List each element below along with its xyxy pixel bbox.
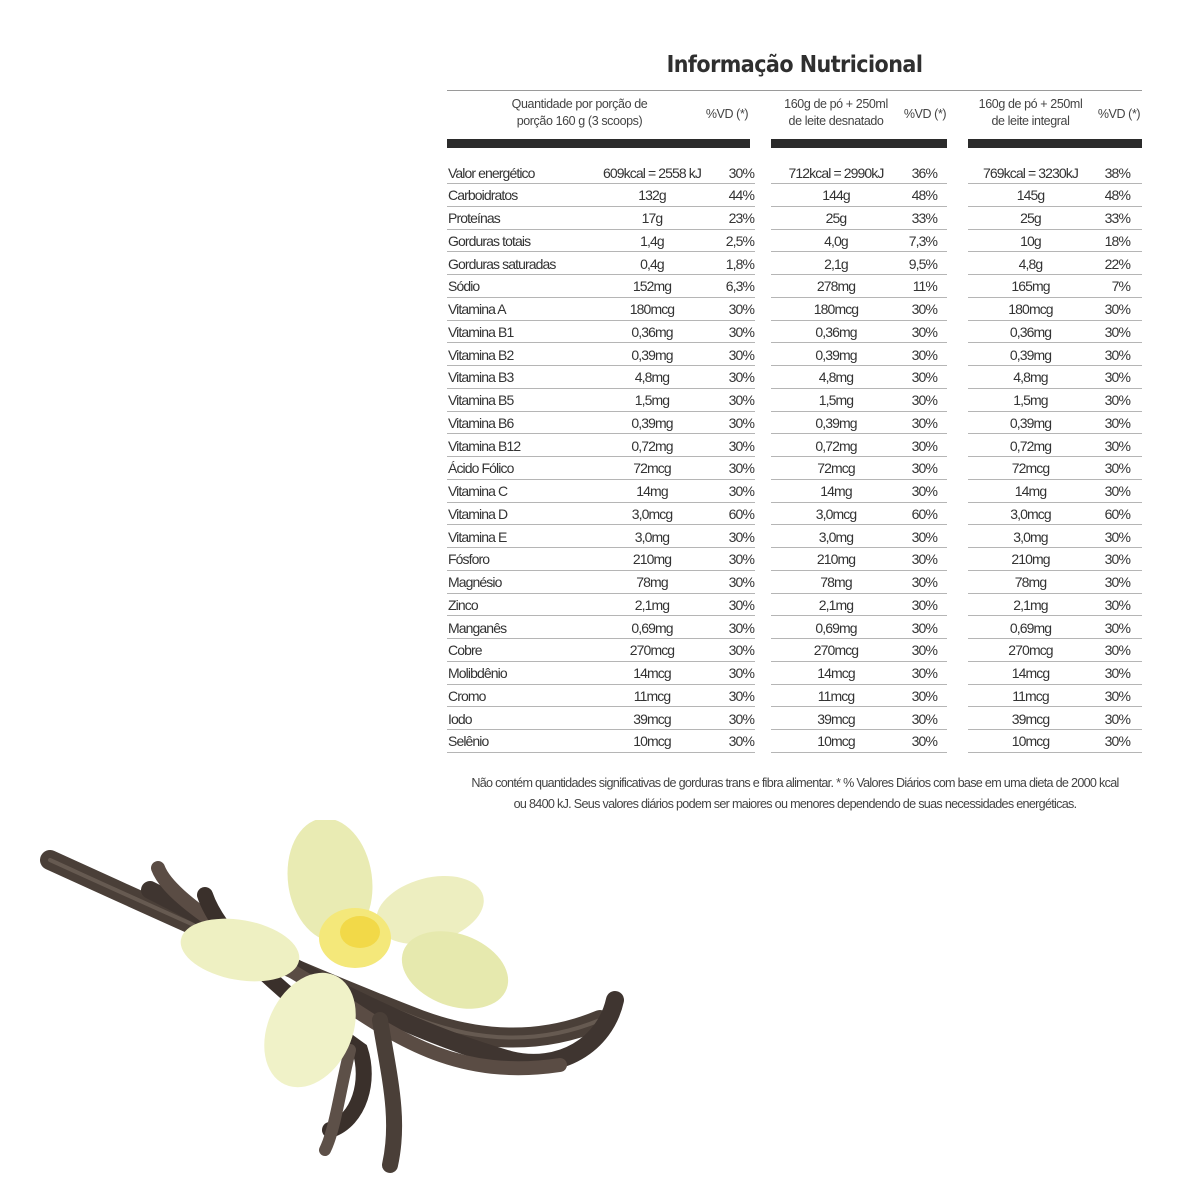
table-row xyxy=(968,571,1142,594)
nutrient-name: Vitamina E xyxy=(448,528,507,545)
nutrient-name: Proteínas xyxy=(448,210,500,226)
vd-whole-milk: 30% xyxy=(1104,665,1130,681)
table-row xyxy=(771,685,947,708)
value-skim-milk: 180mcg xyxy=(813,301,859,317)
value-whole-milk: 0,36mg xyxy=(1009,323,1052,340)
value-skim-milk: 39mcg xyxy=(817,710,855,727)
vd-per-portion: 30% xyxy=(728,164,754,181)
value-per-portion: 0,36mg xyxy=(631,323,673,340)
vd-per-portion: 2,5% xyxy=(725,232,754,249)
value-skim-milk: 25g xyxy=(825,210,847,226)
table-row xyxy=(968,321,1142,344)
vd-per-portion: 30% xyxy=(728,528,754,545)
value-whole-milk: 0,39mg xyxy=(1009,346,1052,363)
vd-skim-milk: 7,3% xyxy=(908,232,937,249)
vd-skim-milk: 30% xyxy=(911,301,937,317)
table-row xyxy=(447,366,755,389)
value-skim-milk: 0,72mg xyxy=(815,437,857,454)
table-row xyxy=(447,275,755,298)
value-skim-milk: 278mg xyxy=(816,278,856,295)
value-skim-milk: 4,8mg xyxy=(818,369,854,386)
nutrient-name: Valor energético xyxy=(448,164,535,181)
value-per-portion: 0,39mg xyxy=(631,346,673,363)
vd-header: %VD (*) xyxy=(903,107,947,121)
value-skim-milk: 270mcg xyxy=(813,642,859,659)
value-per-portion: 17g xyxy=(641,210,663,226)
header-bar-3 xyxy=(968,139,1142,148)
table-row xyxy=(771,526,947,549)
table-row xyxy=(771,298,947,321)
vd-skim-milk: 9,5% xyxy=(908,255,937,272)
table-row xyxy=(968,526,1142,549)
table-row xyxy=(447,162,755,185)
vd-whole-milk: 30% xyxy=(1104,528,1130,545)
value-skim-milk: 4,0g xyxy=(824,232,848,249)
vd-whole-milk: 30% xyxy=(1104,323,1130,340)
table-row xyxy=(447,321,755,344)
page-title: Informação Nutricional xyxy=(666,52,923,78)
table-row xyxy=(447,617,755,640)
value-whole-milk: 10g xyxy=(1020,232,1041,249)
vd-skim-milk: 30% xyxy=(911,551,937,568)
vd-per-portion: 30% xyxy=(728,346,754,363)
vd-skim-milk: 30% xyxy=(911,528,937,545)
table-row xyxy=(447,344,755,367)
vd-per-portion: 30% xyxy=(728,460,754,477)
value-whole-milk: 270mcg xyxy=(1008,642,1053,659)
vd-skim-milk: 30% xyxy=(911,460,937,477)
table-row xyxy=(771,639,947,662)
table-row xyxy=(447,708,755,731)
vd-whole-milk: 30% xyxy=(1104,392,1130,408)
value-whole-milk: 14mg xyxy=(1014,483,1047,499)
table-row xyxy=(447,685,755,708)
vd-skim-milk: 30% xyxy=(911,414,937,431)
table-row xyxy=(968,207,1142,230)
table-row xyxy=(771,184,947,207)
vd-skim-milk: 30% xyxy=(911,596,937,613)
vd-skim-milk: 60% xyxy=(911,505,937,522)
value-skim-milk: 11mcg xyxy=(817,687,855,704)
value-skim-milk: 0,69mg xyxy=(815,619,857,636)
vd-per-portion: 30% xyxy=(728,687,754,704)
table-row xyxy=(968,344,1142,367)
value-per-portion: 1,5mg xyxy=(634,392,670,408)
table-row xyxy=(968,298,1142,321)
value-whole-milk: 0,69mg xyxy=(1009,619,1052,636)
column-description-line2: porção 160 g (3 scoops) xyxy=(516,114,643,128)
vd-per-portion: 30% xyxy=(728,574,754,590)
column-description-line2: de leite desnatado xyxy=(788,114,884,128)
table-row xyxy=(771,548,947,571)
vd-per-portion: 1,8% xyxy=(725,255,754,272)
value-whole-milk: 72mcg xyxy=(1011,460,1050,477)
table-row xyxy=(447,412,755,435)
vd-header: %VD (*) xyxy=(705,107,749,121)
table-row xyxy=(771,503,947,526)
vd-per-portion: 30% xyxy=(728,323,754,340)
table-row xyxy=(771,571,947,594)
table-row xyxy=(771,457,947,480)
nutrient-name: Gorduras totais xyxy=(448,232,531,249)
value-per-portion: 3,0mcg xyxy=(631,505,673,522)
table-row xyxy=(968,162,1142,185)
vd-whole-milk: 48% xyxy=(1104,187,1130,204)
vd-whole-milk: 30% xyxy=(1104,414,1130,431)
nutrient-name: Sódio xyxy=(448,278,480,295)
value-per-portion: 11mcg xyxy=(633,687,671,704)
nutrient-name: Carboidratos xyxy=(448,187,518,204)
table-row xyxy=(447,503,755,526)
vd-skim-milk: 30% xyxy=(911,687,937,704)
vd-whole-milk: 30% xyxy=(1104,483,1130,499)
column-description xyxy=(771,96,901,130)
footnote xyxy=(445,773,1145,815)
vd-per-portion: 30% xyxy=(728,642,754,659)
table-row xyxy=(968,708,1142,731)
vd-skim-milk: 30% xyxy=(911,710,937,727)
value-skim-milk: 0,36mg xyxy=(815,323,857,340)
vd-per-portion: 30% xyxy=(728,437,754,454)
vd-whole-milk: 30% xyxy=(1104,710,1130,727)
value-whole-milk: 769kcal = 3230kJ xyxy=(983,164,1078,181)
value-whole-milk: 11mcg xyxy=(1012,687,1049,704)
vanilla-illustration xyxy=(40,820,660,1180)
table-row xyxy=(771,480,947,503)
vd-skim-milk: 30% xyxy=(911,574,937,590)
vd-whole-milk: 30% xyxy=(1104,437,1130,454)
value-whole-milk: 210mg xyxy=(1011,551,1050,568)
nutrient-name: Molibdênio xyxy=(448,665,507,681)
value-skim-milk: 3,0mg xyxy=(818,528,854,545)
vd-skim-milk: 11% xyxy=(912,278,937,295)
value-per-portion: 609kcal = 2558 kJ xyxy=(603,164,701,181)
vd-whole-milk: 30% xyxy=(1104,551,1130,568)
value-whole-milk: 25g xyxy=(1020,210,1041,226)
vd-whole-milk: 30% xyxy=(1104,596,1130,613)
value-per-portion: 2,1mg xyxy=(634,596,670,613)
table-row xyxy=(771,730,947,753)
value-per-portion: 132g xyxy=(638,187,666,204)
column-description-line1: Quantidade por porção de xyxy=(511,97,648,111)
vd-whole-milk: 30% xyxy=(1104,733,1130,750)
nutrient-name: Ácido Fólico xyxy=(448,460,514,477)
footnote-line-2: ou 8400 kJ. Seus valores diários podem ser maiores ou menores dependendo de suas necessidades energéticas. xyxy=(513,797,1077,811)
value-skim-milk: 3,0mcg xyxy=(815,505,857,522)
value-skim-milk: 14mcg xyxy=(817,665,855,681)
vd-skim-milk: 30% xyxy=(911,483,937,499)
table-row xyxy=(771,344,947,367)
value-whole-milk: 3,0mcg xyxy=(1010,505,1051,522)
vd-whole-milk: 22% xyxy=(1104,255,1130,272)
value-skim-milk: 712kcal = 2990kJ xyxy=(788,164,884,181)
value-whole-milk: 4,8g xyxy=(1018,255,1043,272)
header-bar-1 xyxy=(447,139,750,148)
vd-per-portion: 30% xyxy=(728,733,754,750)
nutrient-name: Manganês xyxy=(448,619,507,636)
column-description xyxy=(467,96,692,130)
vd-skim-milk: 30% xyxy=(911,733,937,750)
table-row xyxy=(447,298,755,321)
value-whole-milk: 0,39mg xyxy=(1009,414,1052,431)
table-row xyxy=(968,685,1142,708)
value-skim-milk: 72mcg xyxy=(817,460,855,477)
value-skim-milk: 14mg xyxy=(820,483,852,499)
column-header-3 xyxy=(968,96,1142,140)
vd-whole-milk: 30% xyxy=(1104,301,1130,317)
nutrient-name: Vitamina B6 xyxy=(448,414,514,431)
vd-skim-milk: 30% xyxy=(911,619,937,636)
vd-skim-milk: 36% xyxy=(911,164,937,181)
table-row xyxy=(447,594,755,617)
vd-whole-milk: 30% xyxy=(1104,460,1130,477)
vd-skim-milk: 48% xyxy=(911,187,937,204)
table-row xyxy=(771,162,947,185)
nutrient-name: Selênio xyxy=(448,733,489,750)
value-whole-milk: 14mcg xyxy=(1011,665,1050,681)
column-description-line2: de leite integral xyxy=(991,114,1070,128)
table-row xyxy=(447,435,755,458)
table-row xyxy=(968,253,1142,276)
nutrient-name: Vitamina B1 xyxy=(448,323,514,340)
nutrient-name: Vitamina B5 xyxy=(448,392,514,408)
value-skim-milk: 2,1mg xyxy=(818,596,854,613)
value-whole-milk: 39mcg xyxy=(1011,710,1050,727)
nutrient-name: Magnésio xyxy=(448,574,502,590)
header-bar-2 xyxy=(771,139,947,148)
vd-per-portion: 30% xyxy=(728,392,754,408)
value-per-portion: 0,69mg xyxy=(631,619,673,636)
column-description xyxy=(968,96,1093,130)
value-per-portion: 0,4g xyxy=(640,255,664,272)
table-row xyxy=(968,480,1142,503)
vd-per-portion: 23% xyxy=(728,210,754,226)
vd-skim-milk: 33% xyxy=(911,210,937,226)
table-row xyxy=(968,389,1142,412)
table-row xyxy=(771,594,947,617)
nutrient-name: Vitamina D xyxy=(448,505,508,522)
top-divider xyxy=(447,90,1142,91)
table-row xyxy=(447,730,755,753)
value-per-portion: 78mg xyxy=(636,574,668,590)
vd-whole-milk: 30% xyxy=(1104,687,1130,704)
vd-whole-milk: 60% xyxy=(1104,505,1130,522)
vd-whole-milk: 30% xyxy=(1104,574,1130,590)
value-per-portion: 14mcg xyxy=(633,665,671,681)
value-per-portion: 270mcg xyxy=(629,642,675,659)
value-per-portion: 4,8mg xyxy=(634,369,670,386)
value-skim-milk: 144g xyxy=(822,187,850,204)
footnote-line-1: Não contém quantidades significativas de gorduras trans e fibra alimentar. * % Valores Diários com base em uma dieta de 2000 kcal xyxy=(471,776,1119,790)
value-per-portion: 1,4g xyxy=(640,232,664,249)
table-row xyxy=(447,548,755,571)
table-row xyxy=(771,389,947,412)
value-skim-milk: 10mcg xyxy=(817,733,855,750)
table-row xyxy=(447,253,755,276)
value-per-portion: 39mcg xyxy=(633,710,671,727)
table-row xyxy=(447,230,755,253)
vd-skim-milk: 30% xyxy=(911,323,937,340)
value-skim-milk: 78mg xyxy=(820,574,852,590)
table-row xyxy=(771,253,947,276)
value-whole-milk: 78mg xyxy=(1014,574,1047,590)
vd-per-portion: 30% xyxy=(728,551,754,568)
vd-per-portion: 30% xyxy=(728,710,754,727)
table-row xyxy=(968,548,1142,571)
table-row xyxy=(771,275,947,298)
table-row xyxy=(968,435,1142,458)
vd-per-portion: 30% xyxy=(728,483,754,499)
nutrient-name: Vitamina B2 xyxy=(448,346,514,363)
vd-whole-milk: 38% xyxy=(1104,164,1130,181)
table-row xyxy=(447,571,755,594)
table-row xyxy=(447,662,755,685)
vd-whole-milk: 7% xyxy=(1111,278,1130,295)
value-skim-milk: 0,39mg xyxy=(815,346,857,363)
value-per-portion: 3,0mg xyxy=(634,528,670,545)
column-description-line1: 160g de pó + 250ml xyxy=(784,97,888,111)
table-row xyxy=(447,457,755,480)
vd-skim-milk: 30% xyxy=(911,346,937,363)
value-whole-milk: 145g xyxy=(1016,187,1045,204)
value-whole-milk: 1,5mg xyxy=(1013,392,1048,408)
table-row xyxy=(771,207,947,230)
value-skim-milk: 2,1g xyxy=(824,255,848,272)
vd-skim-milk: 30% xyxy=(911,392,937,408)
value-whole-milk: 3,0mg xyxy=(1013,528,1048,545)
table-row xyxy=(968,457,1142,480)
table-row xyxy=(771,662,947,685)
nutrient-name: Cromo xyxy=(448,687,486,704)
table-row xyxy=(447,639,755,662)
vd-whole-milk: 33% xyxy=(1104,210,1130,226)
vd-per-portion: 30% xyxy=(728,369,754,386)
vd-per-portion: 30% xyxy=(728,596,754,613)
value-whole-milk: 0,72mg xyxy=(1009,437,1052,454)
table-row xyxy=(447,526,755,549)
nutrient-name: Vitamina B12 xyxy=(448,437,521,454)
value-per-portion: 10mcg xyxy=(633,733,671,750)
table-row xyxy=(771,321,947,344)
vd-per-portion: 30% xyxy=(728,301,754,317)
vd-per-portion: 6,3% xyxy=(725,278,754,295)
value-per-portion: 152mg xyxy=(632,278,672,295)
vd-whole-milk: 30% xyxy=(1104,346,1130,363)
value-per-portion: 72mcg xyxy=(633,460,671,477)
vd-whole-milk: 18% xyxy=(1104,232,1130,249)
table-row xyxy=(771,412,947,435)
column-description-line1: 160g de pó + 250ml xyxy=(978,97,1083,111)
table-row xyxy=(771,230,947,253)
vd-per-portion: 30% xyxy=(728,414,754,431)
table-row xyxy=(968,639,1142,662)
value-whole-milk: 165mg xyxy=(1011,278,1050,295)
value-per-portion: 14mg xyxy=(636,483,668,499)
table-row xyxy=(447,207,755,230)
value-per-portion: 0,72mg xyxy=(631,437,673,454)
nutrient-name: Vitamina A xyxy=(448,301,506,317)
value-per-portion: 180mcg xyxy=(629,301,675,317)
table-row xyxy=(968,730,1142,753)
column-header-2 xyxy=(771,96,947,140)
value-per-portion: 0,39mg xyxy=(631,414,673,431)
table-row xyxy=(447,389,755,412)
vd-skim-milk: 30% xyxy=(911,437,937,454)
table-row xyxy=(968,230,1142,253)
value-whole-milk: 4,8mg xyxy=(1013,369,1048,386)
table-row xyxy=(968,366,1142,389)
nutrient-name: Vitamina C xyxy=(448,483,508,499)
vd-per-portion: 60% xyxy=(728,505,754,522)
vd-per-portion: 44% xyxy=(728,187,754,204)
vd-whole-milk: 30% xyxy=(1104,369,1130,386)
table-row xyxy=(771,708,947,731)
vd-skim-milk: 30% xyxy=(911,369,937,386)
vd-header: %VD (*) xyxy=(1097,107,1141,121)
table-row xyxy=(771,617,947,640)
table-row xyxy=(968,503,1142,526)
vd-skim-milk: 30% xyxy=(911,665,937,681)
value-per-portion: 210mg xyxy=(632,551,672,568)
column-header-1 xyxy=(447,96,750,140)
table-row xyxy=(968,617,1142,640)
nutrient-name: Fósforo xyxy=(448,551,490,568)
value-whole-milk: 180mcg xyxy=(1008,301,1053,317)
nutrient-name: Iodo xyxy=(448,710,472,727)
table-row xyxy=(771,435,947,458)
vd-whole-milk: 30% xyxy=(1104,642,1130,659)
value-whole-milk: 2,1mg xyxy=(1013,596,1048,613)
table-row xyxy=(968,275,1142,298)
table-row xyxy=(771,366,947,389)
table-row xyxy=(968,184,1142,207)
nutrient-name: Cobre xyxy=(448,642,482,659)
vd-per-portion: 30% xyxy=(728,619,754,636)
vd-skim-milk: 30% xyxy=(911,642,937,659)
vd-whole-milk: 30% xyxy=(1104,619,1130,636)
nutrient-name: Zinco xyxy=(448,596,478,613)
value-skim-milk: 210mg xyxy=(816,551,856,568)
value-whole-milk: 10mcg xyxy=(1011,733,1050,750)
value-skim-milk: 0,39mg xyxy=(815,414,857,431)
table-row xyxy=(968,412,1142,435)
table-row xyxy=(968,662,1142,685)
vd-per-portion: 30% xyxy=(728,665,754,681)
table-row xyxy=(447,184,755,207)
table-row xyxy=(447,480,755,503)
nutrient-name: Gorduras saturadas xyxy=(448,255,556,272)
table-row xyxy=(968,594,1142,617)
value-skim-milk: 1,5mg xyxy=(818,392,854,408)
nutrient-name: Vitamina B3 xyxy=(448,369,514,386)
